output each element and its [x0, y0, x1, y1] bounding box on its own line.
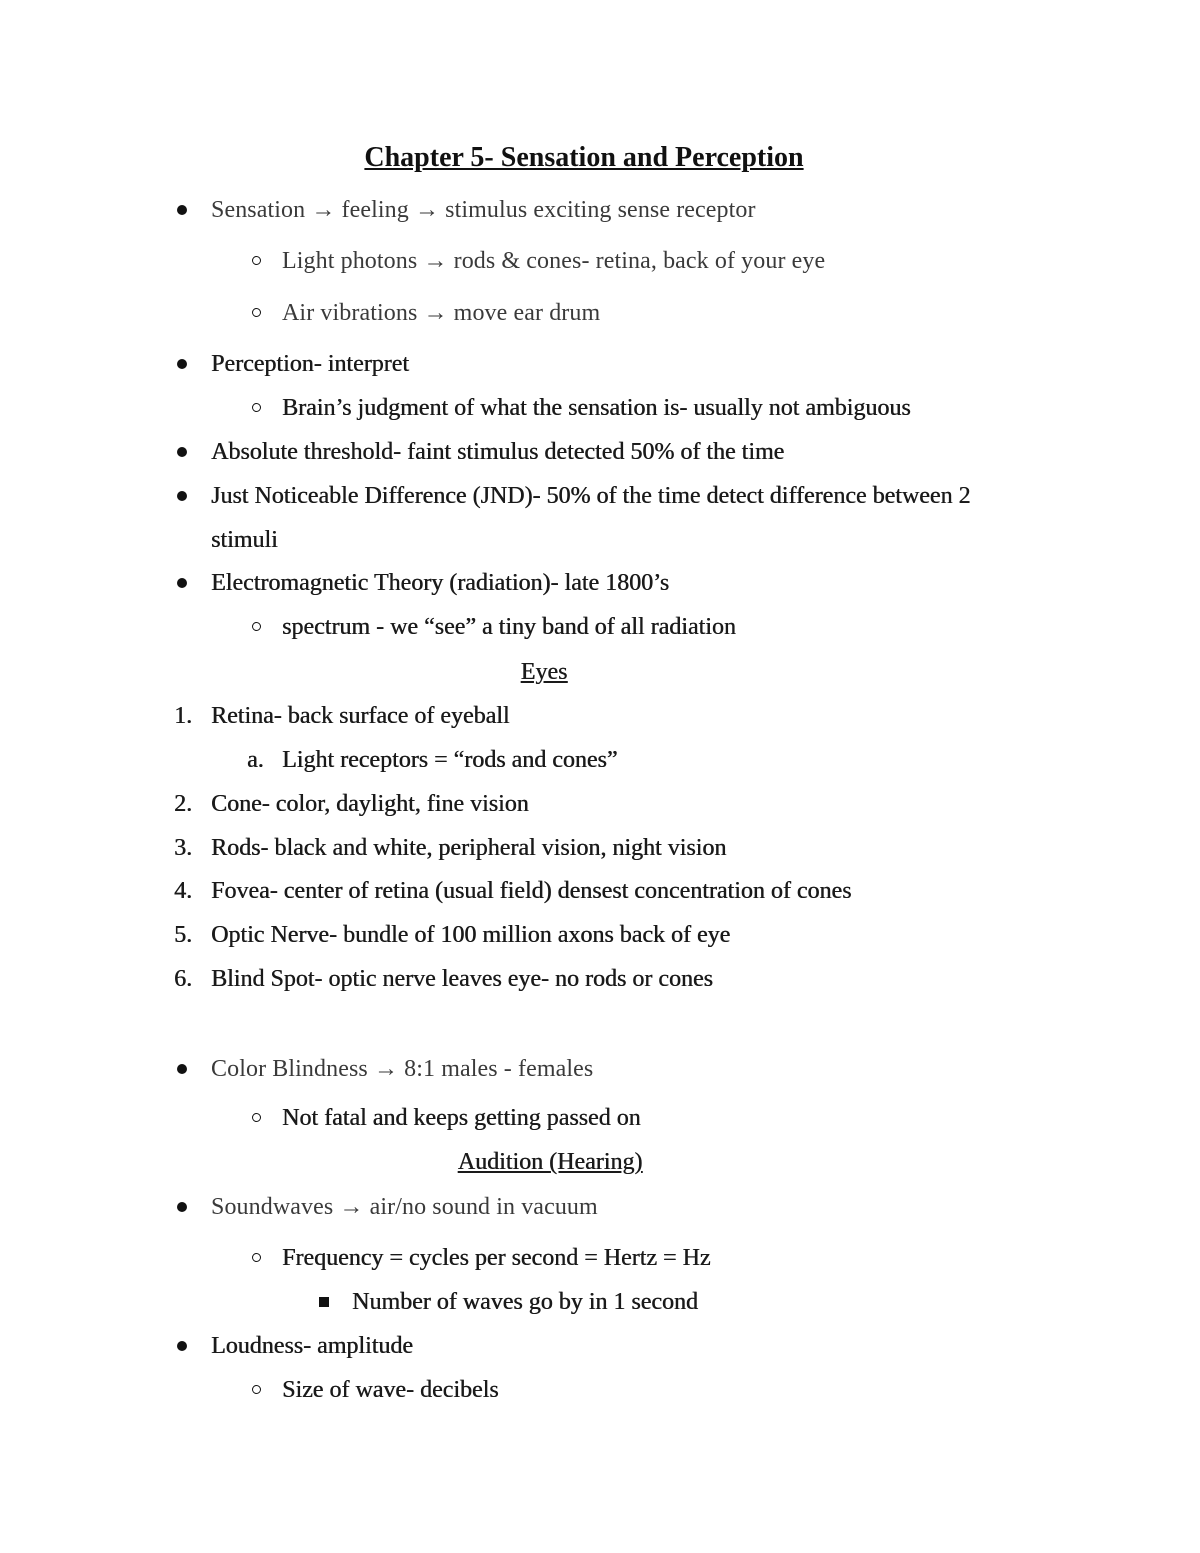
list-item: Retina- back surface of eyeball: [211, 703, 510, 729]
sub-bullet-icon: [252, 1113, 261, 1122]
loudness-item: Loudness- amplitude: [211, 1333, 413, 1359]
list-letter: a.: [247, 747, 264, 773]
perception-sub-item: Brain’s judgment of what the sensation is- usually not ambiguous: [282, 395, 911, 421]
color-blindness-item: Color Blindness → 8:1 males - females: [211, 1056, 594, 1082]
waves-item: Number of waves go by in 1 second: [352, 1289, 698, 1315]
perception-item: Perception- interpret: [211, 351, 409, 377]
list-item: Fovea- center of retina (usual field) densest concentration of cones: [211, 878, 852, 904]
sub-bullet-icon: [252, 403, 261, 412]
bullet-icon: [177, 1202, 187, 1212]
frequency-item: Frequency = cycles per second = Hertz = Hz: [282, 1245, 711, 1271]
electromagnetic-sub-item: spectrum - we “see” a tiny band of all radiation: [282, 614, 736, 640]
page-title: Chapter 5- Sensation and Perception: [364, 142, 804, 173]
electromagnetic-item: Electromagnetic Theory (radiation)- late 1800’s: [211, 570, 670, 596]
list-number: 3.: [174, 835, 192, 861]
sub-bullet-icon: [252, 1253, 261, 1262]
jnd-item-line2: stimuli: [211, 527, 278, 553]
decibels-item: Size of wave- decibels: [282, 1377, 499, 1403]
sensation-sub-item: Light photons → rods & cones- retina, back of your eye: [282, 248, 826, 274]
sub-bullet-icon: [252, 308, 261, 317]
bullet-icon: [177, 205, 187, 215]
bullet-icon: [177, 1064, 187, 1074]
list-item: Optic Nerve- bundle of 100 million axons back of eye: [211, 922, 731, 948]
bullet-icon: [177, 491, 187, 501]
list-item: Blind Spot- optic nerve leaves eye- no rods or cones: [211, 966, 713, 992]
color-blindness-sub-item: Not fatal and keeps getting passed on: [282, 1105, 641, 1131]
sub-bullet-icon: [252, 1385, 261, 1394]
square-bullet-icon: [319, 1297, 329, 1307]
bullet-icon: [177, 447, 187, 457]
list-number: 2.: [174, 791, 192, 817]
list-item: Rods- black and white, peripheral vision, night vision: [211, 835, 727, 861]
jnd-item-line1: Just Noticeable Difference (JND)- 50% of the time detect difference between 2: [211, 483, 971, 509]
list-item: Light receptors = “rods and cones”: [282, 747, 618, 773]
sub-bullet-icon: [252, 256, 261, 265]
sensation-sub-item: Air vibrations → move ear drum: [282, 300, 601, 326]
eyes-heading: Eyes: [520, 659, 568, 685]
list-number: 6.: [174, 966, 192, 992]
sensation-item: Sensation → feeling → stimulus exciting sense receptor: [211, 197, 756, 223]
absolute-threshold-item: Absolute threshold- faint stimulus detected 50% of the time: [211, 439, 785, 465]
bullet-icon: [177, 359, 187, 369]
sub-bullet-icon: [252, 622, 261, 631]
bullet-icon: [177, 1341, 187, 1351]
list-item: Cone- color, daylight, fine vision: [211, 791, 529, 817]
soundwaves-item: Soundwaves → air/no sound in vacuum: [211, 1194, 598, 1220]
list-number: 1.: [174, 703, 192, 729]
audition-heading: Audition (Hearing): [457, 1149, 643, 1175]
list-number: 5.: [174, 922, 192, 948]
list-number: 4.: [174, 878, 192, 904]
bullet-icon: [177, 578, 187, 588]
